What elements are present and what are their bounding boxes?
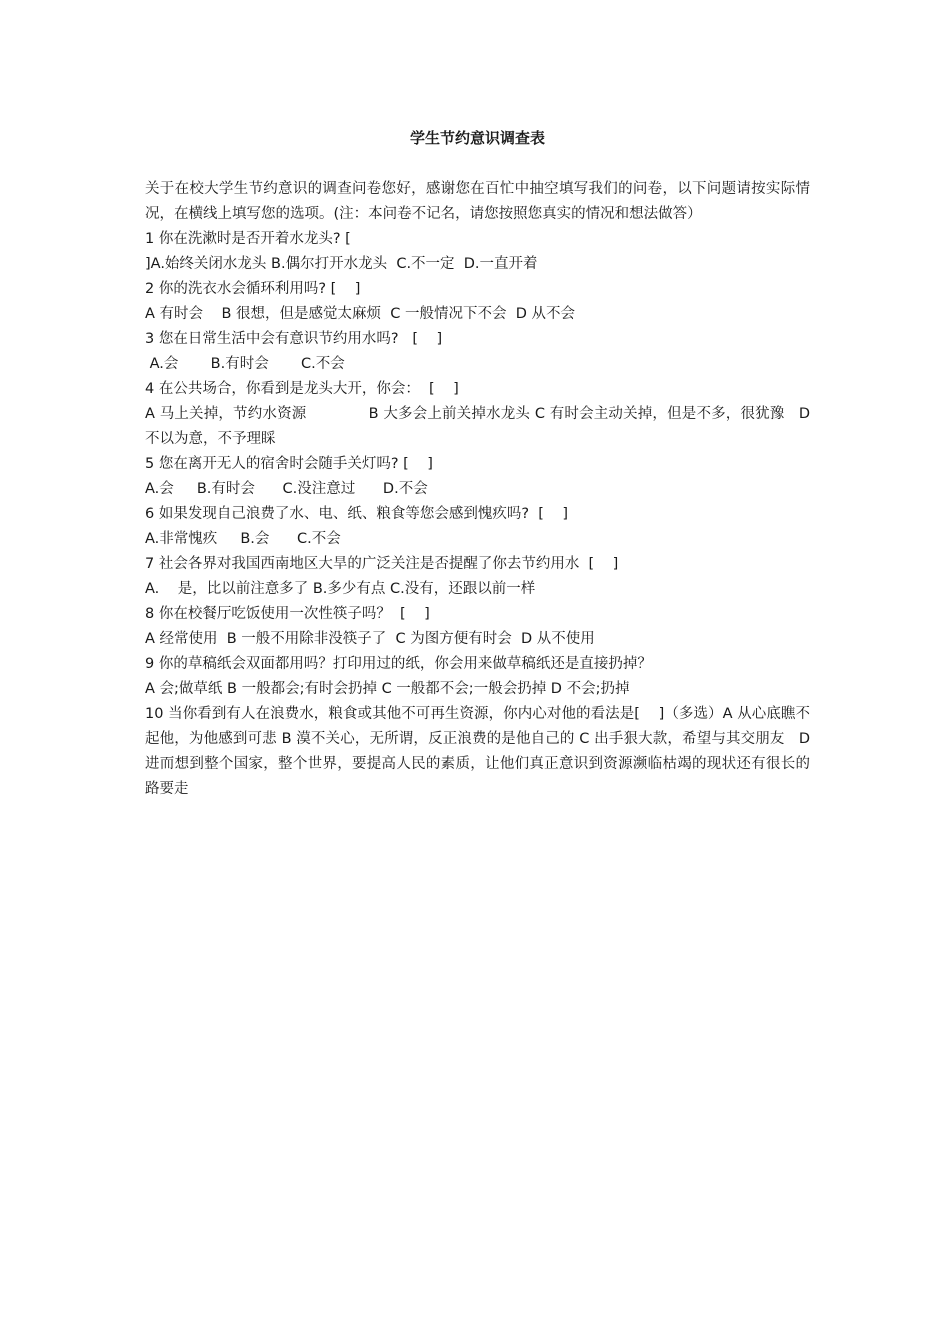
intro-paragraph: 关于在校大学生节约意识的调查问卷您好，感谢您在百忙中抽空填写我们的问卷，以下问题请按实际情况，在横线上填写您的选项。(注：本问卷不记名，请您按照您真实的情况和想法做答）: [145, 181, 810, 222]
question-3: 3 您在日常生活中会有意识节约用水吗? [ ]: [145, 331, 443, 347]
question-1-options: ]A.始终关闭水龙头 B.偶尔打开水龙头 C.不一定 D.一直开着: [145, 256, 538, 272]
question-3-options: A.会 B.有时会 C.不会: [145, 356, 345, 372]
document-body: [145, 177, 815, 802]
question-5: 5 您在离开无人的宿舍时会随手关灯吗? [ ]: [145, 456, 433, 472]
question-8: 8 你在校餐厅吃饭使用一次性筷子吗？ [ ]: [145, 606, 430, 622]
question-8-options: A 经常使用 B 一般不用除非没筷子了 C 为图方便有时会 D 从不使用: [145, 631, 595, 647]
question-4-options: A 马上关掉，节约水资源 B 大多会上前关掉水龙头 C 有时会主动关掉，但是不多，很犹豫 D 不以为意，不予理睬: [145, 406, 815, 447]
question-7-options: A. 是，比以前注意多了 B.多少有点 C.没有，还跟以前一样: [145, 581, 536, 597]
question-5-options: A.会 B.有时会 C.没注意过 D.不会: [145, 481, 428, 497]
question-2-options: A 有时会 B 很想，但是感觉太麻烦 C 一般情况下不会 D 从不会: [145, 306, 575, 322]
question-10: 10 当你看到有人在浪费水，粮食或其他不可再生资源，你内心对他的看法是[ ]（多选）A 从心底瞧不起他，为他感到可悲 B 漠不关心，无所谓，反正浪费的是他自己的 C 出手狠大款，希望与其交朋友 D 进而想到整个国家，整个世界，要提高人民的素质，让他们真正意识到资源濒临枯竭的现状还有很长的路要走: [145, 706, 815, 797]
document-title: 学生节约意识调查表: [409, 129, 545, 147]
question-4: 4 在公共场合，你看到是龙头大开，你会： [ ]: [145, 381, 459, 397]
question-1: 1 你在洗漱时是否开着水龙头? [: [145, 231, 351, 247]
question-6: 6 如果发现自己浪费了水、电、纸、粮食等您会感到愧疚吗? [ ]: [145, 506, 568, 522]
question-9: 9 你的草稿纸会双面都用吗？打印用过的纸，你会用来做草稿纸还是直接扔掉？: [145, 656, 652, 672]
question-9-options: A 会;做草纸 B 一般都会;有时会扔掉 C 一般都不会;一般会扔掉 D 不会;扔掉: [145, 681, 630, 697]
question-7: 7 社会各界对我国西南地区大旱的广泛关注是否提醒了你去节约用水 [ ]: [145, 556, 619, 572]
question-2: 2 你的洗衣水会循环利用吗? [ ]: [145, 281, 361, 297]
question-6-options: A.非常愧疚 B.会 C.不会: [145, 531, 341, 547]
